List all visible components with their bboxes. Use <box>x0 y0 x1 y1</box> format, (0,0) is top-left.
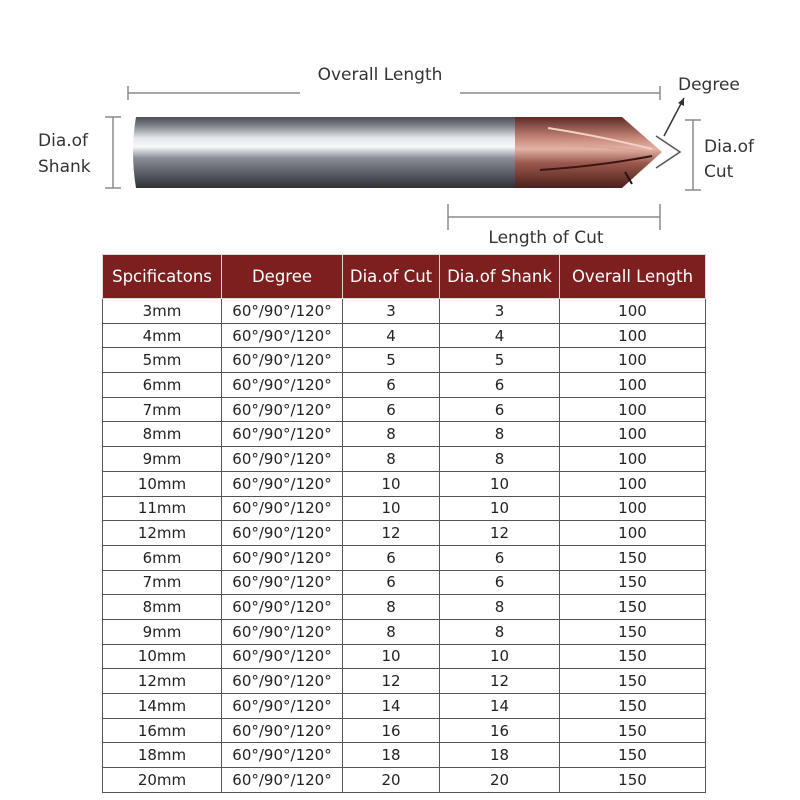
cell-dia-of-shank: 10 <box>440 471 560 496</box>
cell-specification: 12mm <box>103 669 222 694</box>
cell-dia-of-shank: 10 <box>440 496 560 521</box>
cell-specification: 4mm <box>103 323 222 348</box>
cell-dia-of-shank: 8 <box>440 595 560 620</box>
cell-degree: 60°/90°/120° <box>222 570 343 595</box>
table-row <box>103 496 706 521</box>
cell-overall-length: 150 <box>560 718 706 743</box>
cell-dia-of-cut: 20 <box>343 768 440 793</box>
header-degree: Degree <box>222 255 343 299</box>
table-row <box>103 743 706 768</box>
cell-degree: 60°/90°/120° <box>222 669 343 694</box>
cell-specification: 6mm <box>103 545 222 570</box>
cell-dia-of-cut: 6 <box>343 545 440 570</box>
cell-dia-of-cut: 8 <box>343 422 440 447</box>
table-row <box>103 570 706 595</box>
overall-length-label: Overall Length <box>317 65 443 85</box>
cell-specification: 10mm <box>103 471 222 496</box>
cell-overall-length: 100 <box>560 422 706 447</box>
cell-specification: 3mm <box>103 299 222 324</box>
cell-specification: 12mm <box>103 521 222 546</box>
cell-specification: 20mm <box>103 768 222 793</box>
table-row <box>103 447 706 472</box>
cell-specification: 8mm <box>103 595 222 620</box>
table-row <box>103 422 706 447</box>
cell-overall-length: 150 <box>560 768 706 793</box>
length-of-cut-label: Length of Cut <box>488 228 604 248</box>
cell-dia-of-shank: 6 <box>440 570 560 595</box>
cell-dia-of-shank: 8 <box>440 422 560 447</box>
cell-degree: 60°/90°/120° <box>222 299 343 324</box>
dia-of-shank-label-line2: Shank <box>38 157 91 177</box>
cell-overall-length: 100 <box>560 348 706 373</box>
cell-overall-length: 100 <box>560 373 706 398</box>
cell-degree: 60°/90°/120° <box>222 471 343 496</box>
cell-degree: 60°/90°/120° <box>222 348 343 373</box>
cell-degree: 60°/90°/120° <box>222 694 343 719</box>
table-row <box>103 323 706 348</box>
cell-degree: 60°/90°/120° <box>222 521 343 546</box>
table-row <box>103 768 706 793</box>
header-dia-of-shank: Dia.of Shank <box>440 255 560 299</box>
cell-dia-of-cut: 5 <box>343 348 440 373</box>
table-row <box>103 694 706 719</box>
cell-dia-of-shank: 14 <box>440 694 560 719</box>
cell-dia-of-cut: 10 <box>343 644 440 669</box>
cell-dia-of-cut: 6 <box>343 397 440 422</box>
header-specifications: Spcificatons <box>103 255 222 299</box>
specifications-table <box>102 254 706 793</box>
table-row <box>103 619 706 644</box>
cell-dia-of-shank: 10 <box>440 644 560 669</box>
cell-dia-of-cut: 18 <box>343 743 440 768</box>
cell-degree: 60°/90°/120° <box>222 718 343 743</box>
cell-specification: 16mm <box>103 718 222 743</box>
cell-specification: 7mm <box>103 570 222 595</box>
overall-length-dimension <box>128 65 660 100</box>
table-row <box>103 471 706 496</box>
cell-dia-of-shank: 12 <box>440 521 560 546</box>
cell-dia-of-shank: 8 <box>440 447 560 472</box>
cell-dia-of-shank: 3 <box>440 299 560 324</box>
cell-degree: 60°/90°/120° <box>222 373 343 398</box>
degree-label: Degree <box>678 75 740 95</box>
length-of-cut-dimension <box>448 204 660 248</box>
cell-overall-length: 100 <box>560 397 706 422</box>
cell-overall-length: 150 <box>560 669 706 694</box>
cell-degree: 60°/90°/120° <box>222 397 343 422</box>
table-row <box>103 373 706 398</box>
cell-specification: 18mm <box>103 743 222 768</box>
cell-degree: 60°/90°/120° <box>222 743 343 768</box>
cell-dia-of-cut: 4 <box>343 323 440 348</box>
cell-degree: 60°/90°/120° <box>222 545 343 570</box>
cell-dia-of-cut: 6 <box>343 373 440 398</box>
cell-degree: 60°/90°/120° <box>222 768 343 793</box>
cell-dia-of-shank: 18 <box>440 743 560 768</box>
cell-dia-of-shank: 5 <box>440 348 560 373</box>
cell-dia-of-shank: 6 <box>440 397 560 422</box>
cell-dia-of-cut: 10 <box>343 496 440 521</box>
header-dia-of-cut: Dia.of Cut <box>343 255 440 299</box>
cell-overall-length: 150 <box>560 644 706 669</box>
cell-specification: 9mm <box>103 619 222 644</box>
table-header-row <box>103 255 706 299</box>
table-row <box>103 644 706 669</box>
cell-overall-length: 100 <box>560 299 706 324</box>
cell-overall-length: 100 <box>560 447 706 472</box>
table-row <box>103 718 706 743</box>
cell-degree: 60°/90°/120° <box>222 644 343 669</box>
cell-dia-of-shank: 6 <box>440 373 560 398</box>
cell-dia-of-shank: 16 <box>440 718 560 743</box>
dia-of-shank-label-line1: Dia.of <box>38 131 89 151</box>
end-mill-tool <box>133 117 662 188</box>
table-row <box>103 299 706 324</box>
table-row <box>103 348 706 373</box>
cell-overall-length: 100 <box>560 521 706 546</box>
cell-overall-length: 150 <box>560 694 706 719</box>
cell-overall-length: 150 <box>560 545 706 570</box>
cell-overall-length: 150 <box>560 570 706 595</box>
cell-dia-of-shank: 4 <box>440 323 560 348</box>
cell-degree: 60°/90°/120° <box>222 447 343 472</box>
cell-specification: 9mm <box>103 447 222 472</box>
table-row <box>103 397 706 422</box>
cell-specification: 5mm <box>103 348 222 373</box>
cell-degree: 60°/90°/120° <box>222 496 343 521</box>
cell-overall-length: 100 <box>560 496 706 521</box>
cell-specification: 10mm <box>103 644 222 669</box>
dia-of-cut-label-line2: Cut <box>704 162 734 182</box>
table-row <box>103 545 706 570</box>
cell-specification: 8mm <box>103 422 222 447</box>
cell-dia-of-cut: 8 <box>343 595 440 620</box>
cell-dia-of-shank: 6 <box>440 545 560 570</box>
header-overall-length: Overall Length <box>560 255 706 299</box>
cell-specification: 7mm <box>103 397 222 422</box>
cell-specification: 11mm <box>103 496 222 521</box>
cell-overall-length: 100 <box>560 471 706 496</box>
table-row <box>103 521 706 546</box>
cell-dia-of-shank: 20 <box>440 768 560 793</box>
cell-overall-length: 150 <box>560 595 706 620</box>
dia-of-cut-dimension <box>685 120 755 190</box>
tool-dimension-diagram <box>0 0 800 250</box>
table-row <box>103 595 706 620</box>
cell-overall-length: 100 <box>560 323 706 348</box>
cell-dia-of-shank: 12 <box>440 669 560 694</box>
table-row <box>103 669 706 694</box>
cell-specification: 6mm <box>103 373 222 398</box>
cell-dia-of-cut: 12 <box>343 669 440 694</box>
cell-dia-of-cut: 10 <box>343 471 440 496</box>
cell-dia-of-cut: 8 <box>343 619 440 644</box>
cell-degree: 60°/90°/120° <box>222 323 343 348</box>
cell-dia-of-cut: 16 <box>343 718 440 743</box>
cell-overall-length: 150 <box>560 743 706 768</box>
cell-degree: 60°/90°/120° <box>222 422 343 447</box>
cell-dia-of-cut: 12 <box>343 521 440 546</box>
cell-overall-length: 150 <box>560 619 706 644</box>
cell-dia-of-cut: 6 <box>343 570 440 595</box>
cell-specification: 14mm <box>103 694 222 719</box>
cell-dia-of-cut: 3 <box>343 299 440 324</box>
dia-of-cut-label-line1: Dia.of <box>704 137 755 157</box>
cell-degree: 60°/90°/120° <box>222 619 343 644</box>
cell-degree: 60°/90°/120° <box>222 595 343 620</box>
dia-of-shank-dimension <box>38 117 121 188</box>
cell-dia-of-shank: 8 <box>440 619 560 644</box>
cell-dia-of-cut: 8 <box>343 447 440 472</box>
cell-dia-of-cut: 14 <box>343 694 440 719</box>
